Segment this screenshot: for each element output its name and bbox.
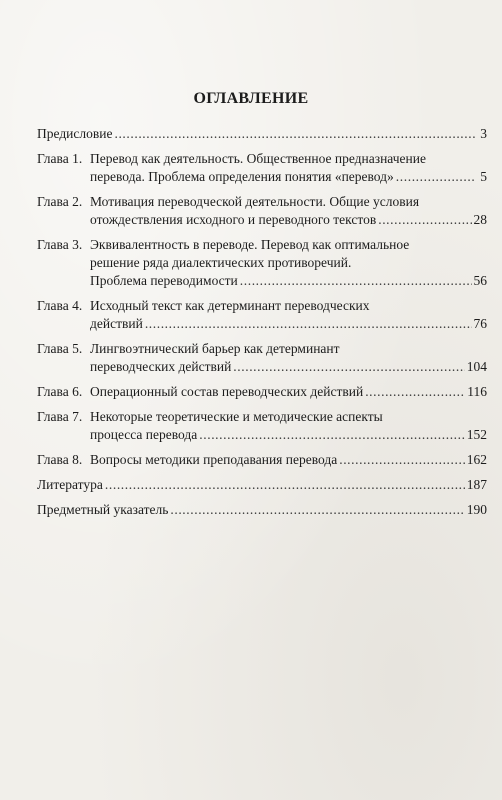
page-number: 104 — [466, 359, 487, 374]
page-number: 187 — [466, 477, 487, 492]
toc-entry-line: Исходный текст как детерминант переводческих — [90, 298, 370, 313]
toc-entry — [37, 408, 487, 444]
page-number: 116 — [467, 384, 487, 399]
page-number: 3 — [480, 126, 487, 141]
toc-entry — [37, 501, 487, 519]
toc-entry-line: Проблема переводимости — [90, 273, 238, 288]
chapter-label: Глава 6. — [37, 384, 83, 399]
toc-entry-text — [37, 476, 487, 494]
toc-entry — [37, 383, 487, 401]
page-number: 56 — [473, 273, 487, 288]
toc-entry — [37, 125, 487, 143]
toc-entry-text — [90, 383, 487, 401]
dot-leader — [339, 451, 465, 469]
dot-leader — [199, 426, 464, 444]
page-number: 190 — [466, 502, 487, 517]
toc-entry-line: процесса перевода — [90, 427, 198, 442]
dot-leader — [105, 476, 465, 494]
toc-entry-text — [90, 236, 487, 290]
chapter-label: Глава 5. — [37, 341, 83, 356]
toc-entry-line: решение ряда диалектических противоречий. — [90, 255, 352, 270]
toc-entry — [37, 236, 487, 290]
toc-entry-line: Перевод как деятельность. Общественное предназначение — [90, 151, 426, 166]
toc-entry-line: отождествления исходного и переводного текстов — [90, 212, 377, 227]
dot-leader — [145, 315, 472, 333]
toc-entry-line: Лингвоэтнический барьер как детерминант — [90, 341, 340, 356]
page-number: 28 — [473, 212, 487, 227]
toc-entry-line: действий — [90, 316, 143, 331]
toc-entry-line: перевода. Проблема определения понятия «перевод» — [90, 169, 394, 184]
toc-entry-line: переводческих действий — [90, 359, 232, 374]
chapter-label: Глава 3. — [37, 237, 83, 252]
page-number: 5 — [480, 169, 487, 184]
toc-entry — [37, 340, 487, 376]
chapter-label: Глава 4. — [37, 298, 83, 313]
dot-leader — [365, 383, 465, 401]
toc-entry-line: Эквивалентность в переводе. Перевод как оптимальное — [90, 237, 410, 252]
toc-entry — [37, 150, 487, 186]
toc-entry-text — [90, 150, 487, 186]
dot-leader — [170, 501, 464, 519]
chapter-label: Глава 2. — [37, 194, 83, 209]
toc-entry-text — [90, 408, 487, 444]
dot-leader — [378, 211, 471, 229]
toc-entry-text — [90, 451, 487, 469]
table-of-contents — [37, 125, 487, 526]
toc-entry — [37, 297, 487, 333]
chapter-label: Глава 7. — [37, 409, 83, 424]
chapter-label: Глава 8. — [37, 452, 83, 467]
toc-entry-text — [90, 193, 487, 229]
dot-leader — [114, 125, 475, 143]
chapter-label: Глава 1. — [37, 151, 83, 166]
toc-entry-line: Некоторые теоретические и методические аспекты — [90, 409, 383, 424]
toc-entry-line: Мотивация переводческой деятельности. Общие условия — [90, 194, 420, 209]
page-number: 162 — [466, 452, 487, 467]
page-number: 76 — [473, 316, 487, 331]
toc-entry-line: Литература — [37, 477, 103, 492]
dot-leader — [240, 272, 472, 290]
toc-entry-line: Предисловие — [37, 126, 113, 141]
toc-entry-line: Вопросы методики преподавания перевода — [90, 452, 338, 467]
page-number: 152 — [466, 427, 487, 442]
toc-entry-text — [37, 501, 487, 519]
toc-entry — [37, 451, 487, 469]
toc-entry — [37, 476, 487, 494]
toc-entry-text — [90, 297, 487, 333]
toc-entry-line: Операционный состав переводческих действий — [90, 384, 364, 399]
toc-entry-text — [37, 125, 487, 143]
dot-leader — [233, 358, 464, 376]
toc-entry-text — [90, 340, 487, 376]
toc-entry — [37, 193, 487, 229]
page-title: ОГЛАВЛЕНИЕ — [193, 90, 309, 107]
toc-entry-line: Предметный указатель — [37, 502, 169, 517]
dot-leader — [396, 168, 475, 186]
